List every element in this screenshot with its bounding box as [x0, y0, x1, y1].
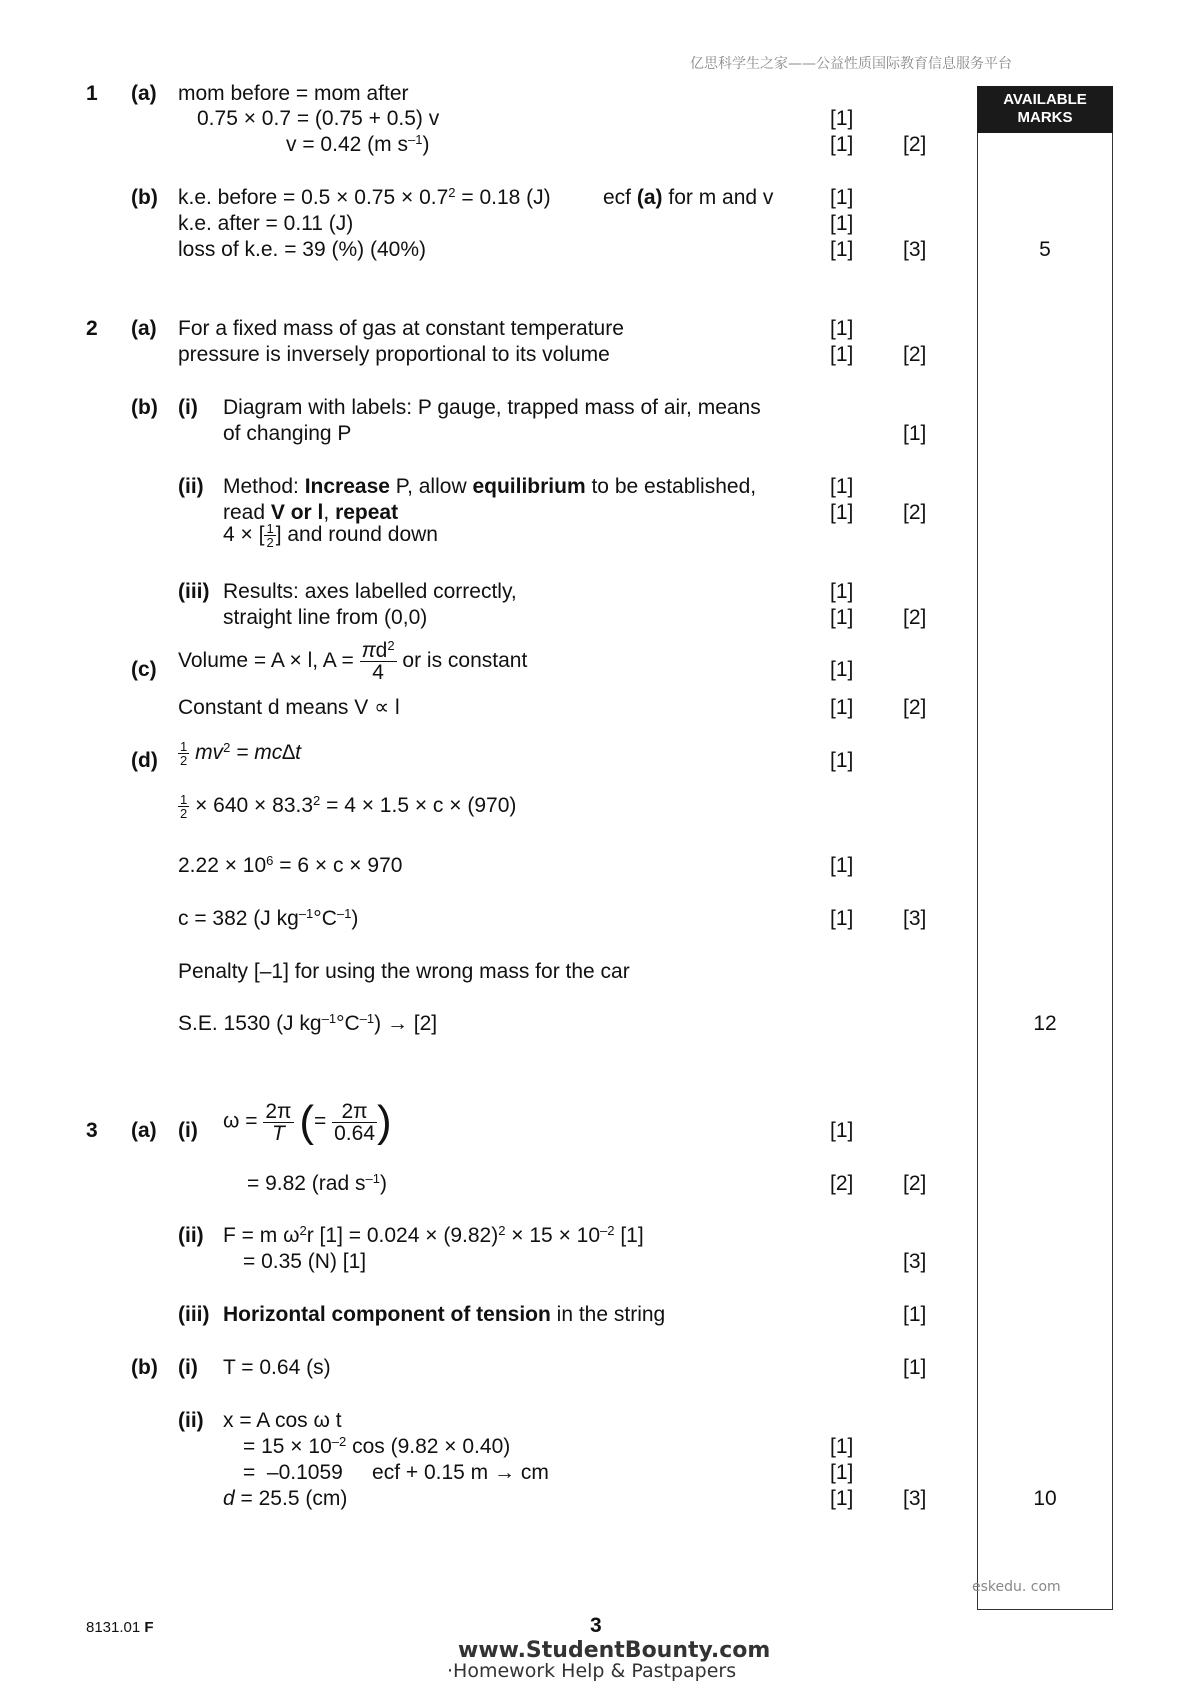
footer-eskedu-watermark: eskedu. com	[972, 1579, 1061, 1595]
q3aii-total: [3]	[903, 1250, 927, 1273]
q2biii-mark-1: [1]	[830, 580, 854, 603]
q1b-mark-1: [1]	[830, 186, 854, 209]
q1b-line1-sup: 2	[448, 184, 456, 200]
q2d-l2-half	[178, 793, 189, 820]
q3ai-frac1	[263, 1101, 293, 1144]
q2d-label: (d)	[131, 749, 158, 772]
q2d-line1	[178, 740, 301, 767]
q1b-ecf-note	[603, 187, 773, 208]
q2d-se-b: °C	[336, 1012, 360, 1035]
q1b-line1-pre: k.e. before = 0.5 × 0.75 × 0.7	[178, 186, 449, 209]
q2d-l1-sup: 2	[223, 739, 231, 755]
q1b-line3: loss of k.e. = 39 (%) (40%)	[178, 238, 427, 261]
q1b-ecf-bold: (a)	[636, 186, 663, 209]
q2c-label: (c)	[131, 658, 157, 681]
q2d-l1b: = mc∆t	[230, 741, 301, 765]
q3bii-l4b: = 25.5 (cm)	[234, 1487, 348, 1510]
studentbounty-tagline: ·Homework Help & Pastpapers	[447, 1660, 737, 1682]
q2d-line4	[178, 905, 359, 930]
q3ai-l2-sup: –1	[365, 1170, 380, 1186]
q2d-penalty: Penalty [–1] for using the wrong mass for the car	[178, 960, 630, 983]
q3bi-line: T = 0.64 (s)	[223, 1356, 331, 1379]
q3bii-line4	[223, 1488, 347, 1509]
q3bii-l2a: = 15 × 10	[243, 1435, 332, 1458]
q2c-total: [2]	[903, 696, 927, 719]
q2d-l2-half-den: 2	[180, 806, 188, 821]
q2biii-line2: straight line from (0,0)	[223, 606, 428, 629]
q3ai-mark-2: [2]	[830, 1172, 854, 1195]
q3-number: 3	[86, 1119, 98, 1142]
q1a-label: (a)	[131, 82, 157, 105]
q1b-line1	[178, 184, 551, 209]
available-marks-heading	[977, 86, 1113, 133]
q2bii-l1d: equilibrium	[472, 475, 586, 498]
q3ai-l2-pre: = 9.82 (rad s	[247, 1172, 366, 1195]
q3bii-mark-4: [1]	[830, 1487, 854, 1510]
page-number: 3	[590, 1614, 602, 1637]
q2d-l4-sup2: –1	[336, 905, 352, 921]
q1a-total: [2]	[903, 133, 927, 156]
q1b-total: [3]	[903, 238, 927, 261]
q3aii-l1-sup3: –2	[600, 1222, 615, 1238]
q2d-se-line	[178, 1010, 438, 1035]
q3ai-frac1-num: 2π	[265, 1099, 292, 1123]
q2bii-l1a: Method:	[223, 475, 305, 498]
q3aii-l1b: r [1] = 0.024 × (9.82)	[306, 1224, 499, 1247]
q2a-label: (a)	[131, 317, 157, 340]
q2b-label: (b)	[131, 396, 158, 419]
q2d-l4-sup1: –1	[298, 905, 314, 921]
q1b-ecf-post: for m and v	[662, 186, 774, 209]
q1b-line1-post: = 0.18 (J)	[455, 186, 551, 209]
q3bi-total: [1]	[903, 1356, 927, 1379]
q2d-l4b: °C	[313, 907, 337, 930]
q3bii-line3: = –0.1059 ecf + 0.15 m → cm	[243, 1461, 549, 1484]
q2bii-mark-1: [1]	[830, 475, 854, 498]
q2bii-l1b: Increase	[304, 475, 390, 498]
q2d-mark-3: [1]	[830, 854, 854, 877]
q2a-mark-1: [1]	[830, 317, 854, 340]
q3ai-frac2-den: 0.64	[334, 1121, 375, 1145]
q1a-line3-post: )	[422, 133, 430, 156]
q2d-line3	[178, 852, 403, 877]
q2bii-l1c: P, allow	[389, 475, 473, 498]
q2d-se-sup1: –1	[321, 1010, 337, 1026]
q1b-mark-3: [1]	[830, 238, 854, 261]
q2c-mark-2: [1]	[830, 696, 854, 719]
q2-number: 2	[86, 317, 98, 340]
q3ai-close-paren: )	[377, 1097, 392, 1146]
q3ai-frac2	[332, 1101, 377, 1144]
q2bii-half-num: 1	[266, 521, 274, 536]
q2c-post: or is constant	[396, 649, 528, 673]
q2bi-line2: of changing P	[223, 422, 352, 445]
q2d-l1-half-den: 2	[180, 753, 188, 768]
heading-line1: AVAILABLE	[1003, 91, 1087, 108]
q3-available-marks: 10	[1033, 1487, 1057, 1510]
studentbounty-url: www.StudentBounty.com	[458, 1638, 771, 1663]
q3aiii-total: [1]	[903, 1303, 927, 1326]
q2-available-marks: 12	[1033, 1012, 1057, 1035]
footer-paper-code	[86, 1620, 154, 1635]
q2d-l2-sup: 2	[313, 792, 321, 808]
q3a-label: (a)	[131, 1119, 157, 1142]
q3ai-frac1-den: T	[272, 1121, 285, 1145]
q2d-l1a: mv	[189, 741, 224, 765]
q1a-line3-pre: v = 0.42 (m s	[286, 133, 408, 156]
q3bi-label: (i)	[178, 1356, 198, 1379]
q2d-l2b: = 4 × 1.5 × c × (970)	[320, 794, 517, 818]
q2bii-l2b: V or l	[270, 501, 324, 524]
q1b-ecf-pre: ecf	[603, 186, 637, 209]
q2biii-line1: Results: axes labelled correctly,	[223, 580, 517, 603]
q1-available-marks: 5	[1039, 238, 1051, 261]
q3bii-mark-2: [1]	[830, 1435, 854, 1458]
q2c-area-den: 4	[372, 661, 384, 684]
q1a-line1: mom before = mom after	[178, 82, 409, 105]
q3aii-l1-sup2: 2	[498, 1222, 506, 1238]
q3aiii-label: (iii)	[178, 1303, 210, 1326]
q2d-l3b: = 6 × c × 970	[273, 854, 403, 877]
q2d-se-c: ) → [2]	[374, 1012, 438, 1035]
q2c-line2: Constant d means V ∝ l	[178, 696, 400, 719]
footer-code-bold: F	[144, 1619, 154, 1636]
q3bii-l4a: d	[223, 1487, 235, 1510]
q2bii-label: (ii)	[178, 475, 204, 498]
q2a-mark-2: [1]	[830, 343, 854, 366]
q3ai-l2-post: )	[379, 1172, 387, 1195]
q2d-l4a: c = 382 (J kg	[178, 907, 299, 930]
q2bii-mark-2: [1]	[830, 501, 854, 524]
q3aiii-bold: Horizontal component of tension	[223, 1303, 551, 1326]
header-watermark: 亿思科学生之家——公益性质国际教育信息服务平台	[690, 56, 1012, 72]
q3bii-line2	[243, 1433, 511, 1458]
q2bii-line1	[223, 476, 756, 497]
q1b-mark-2: [1]	[830, 212, 854, 235]
q3ai-mark-1: [1]	[830, 1119, 854, 1142]
footer-code: 8131.01	[86, 1619, 141, 1636]
q3bii-mark-3: [1]	[830, 1461, 854, 1484]
q1a-mark-2: [1]	[830, 107, 854, 130]
q2c-pre: Volume = A × l, A =	[178, 649, 360, 673]
q2d-mark-1: [1]	[830, 749, 854, 772]
q2bii-total: [2]	[903, 501, 927, 524]
q2bi-total: [1]	[903, 422, 927, 445]
q3ai-total: [2]	[903, 1172, 927, 1195]
q2biii-label: (iii)	[178, 580, 210, 603]
q2d-line2	[178, 793, 516, 820]
q3ai-open-paren: (	[299, 1097, 315, 1146]
q3ai-line1	[223, 1097, 392, 1146]
q2c-area-fraction	[360, 637, 397, 684]
q2c-area-num	[360, 637, 397, 662]
q3bii-l2-sup: –2	[331, 1433, 347, 1449]
q2bii-l3-post: ] and round down	[275, 523, 438, 547]
q2c-pi: π	[361, 639, 376, 662]
q2d-l4c: )	[351, 907, 359, 930]
q3aii-l1a: F = m ω	[223, 1224, 300, 1247]
q3bii-l2b: cos (9.82 × 0.40)	[346, 1435, 511, 1458]
q2d-se-sup2: –1	[359, 1010, 375, 1026]
q3ai-frac2-num: 2π	[332, 1101, 377, 1123]
q2c-line1	[178, 637, 528, 684]
q1a-line3-sup: –1	[407, 131, 423, 147]
q3bii-total: [3]	[903, 1487, 927, 1510]
q3ai-eq: =	[314, 1109, 327, 1133]
q1b-label: (b)	[131, 186, 158, 209]
q2bii-l2d: repeat	[335, 501, 399, 524]
q2a-line2: pressure is inversely proportional to its volume	[178, 343, 610, 366]
q2bi-line1: Diagram with labels: P gauge, trapped mass of air, means	[223, 396, 761, 419]
q2bii-l2c: ,	[323, 501, 336, 524]
q1a-line3	[286, 131, 430, 156]
q3aii-line2: = 0.35 (N) [1]	[243, 1250, 367, 1273]
q2bii-l2a: read	[223, 501, 271, 524]
q2d-l2a: × 640 × 83.3	[189, 794, 314, 818]
q2bii-line3	[223, 522, 438, 549]
q2bii-l3-pre: 4 × [	[223, 523, 265, 547]
q3ai-omega: ω =	[223, 1109, 264, 1133]
q2bii-line2	[223, 502, 398, 523]
q3aiii-line	[223, 1304, 665, 1325]
q1a-mark-3: [1]	[830, 133, 854, 156]
q2a-line1: For a fixed mass of gas at constant temperature	[178, 317, 624, 340]
q1b-line2: k.e. after = 0.11 (J)	[178, 212, 354, 235]
q2biii-mark-2: [1]	[830, 606, 854, 629]
q2d-total: [3]	[903, 907, 927, 930]
q2c-mark-1: [1]	[830, 658, 854, 681]
q1a-line2: 0.75 × 0.7 = (0.75 + 0.5) v	[197, 107, 440, 130]
q3aii-l1-sup: 2	[299, 1222, 307, 1238]
heading-line2: MARKS	[1017, 109, 1073, 126]
q2d-l2-half-num: 1	[180, 792, 188, 807]
q3aii-l1c: × 15 × 10	[505, 1224, 601, 1247]
q2bii-l1e: to be established,	[585, 475, 757, 498]
q2bii-half-den: 2	[266, 535, 274, 550]
q3bii-label: (ii)	[178, 1409, 204, 1432]
q3aii-l1d: [1]	[614, 1224, 644, 1247]
q2d-l3a: 2.22 × 10	[178, 854, 267, 877]
q2biii-total: [2]	[903, 606, 927, 629]
q3bii-line1: x = A cos ω t	[223, 1409, 342, 1432]
q2d-se-a: S.E. 1530 (J kg	[178, 1012, 322, 1035]
q2d-l1-half-num: 1	[180, 739, 188, 754]
q2bi-label: (i)	[178, 396, 198, 419]
q3b-label: (b)	[131, 1356, 158, 1379]
q3aii-label: (ii)	[178, 1224, 204, 1247]
q3aiii-post: in the string	[550, 1303, 666, 1326]
q1-number: 1	[86, 82, 98, 105]
q2bii-half-fraction	[264, 522, 275, 549]
q3aii-line1	[223, 1222, 644, 1247]
q2d-mark-4: [1]	[830, 907, 854, 930]
q2c-d-sup: 2	[387, 637, 395, 653]
q3ai-line2	[247, 1170, 387, 1195]
q2c-d: d	[375, 639, 388, 662]
q2d-l1-half	[178, 740, 189, 767]
q2a-total: [2]	[903, 343, 927, 366]
q2d-l3-sup: 6	[266, 852, 274, 868]
q3ai-label: (i)	[178, 1119, 198, 1142]
available-marks-column	[977, 86, 1113, 1610]
